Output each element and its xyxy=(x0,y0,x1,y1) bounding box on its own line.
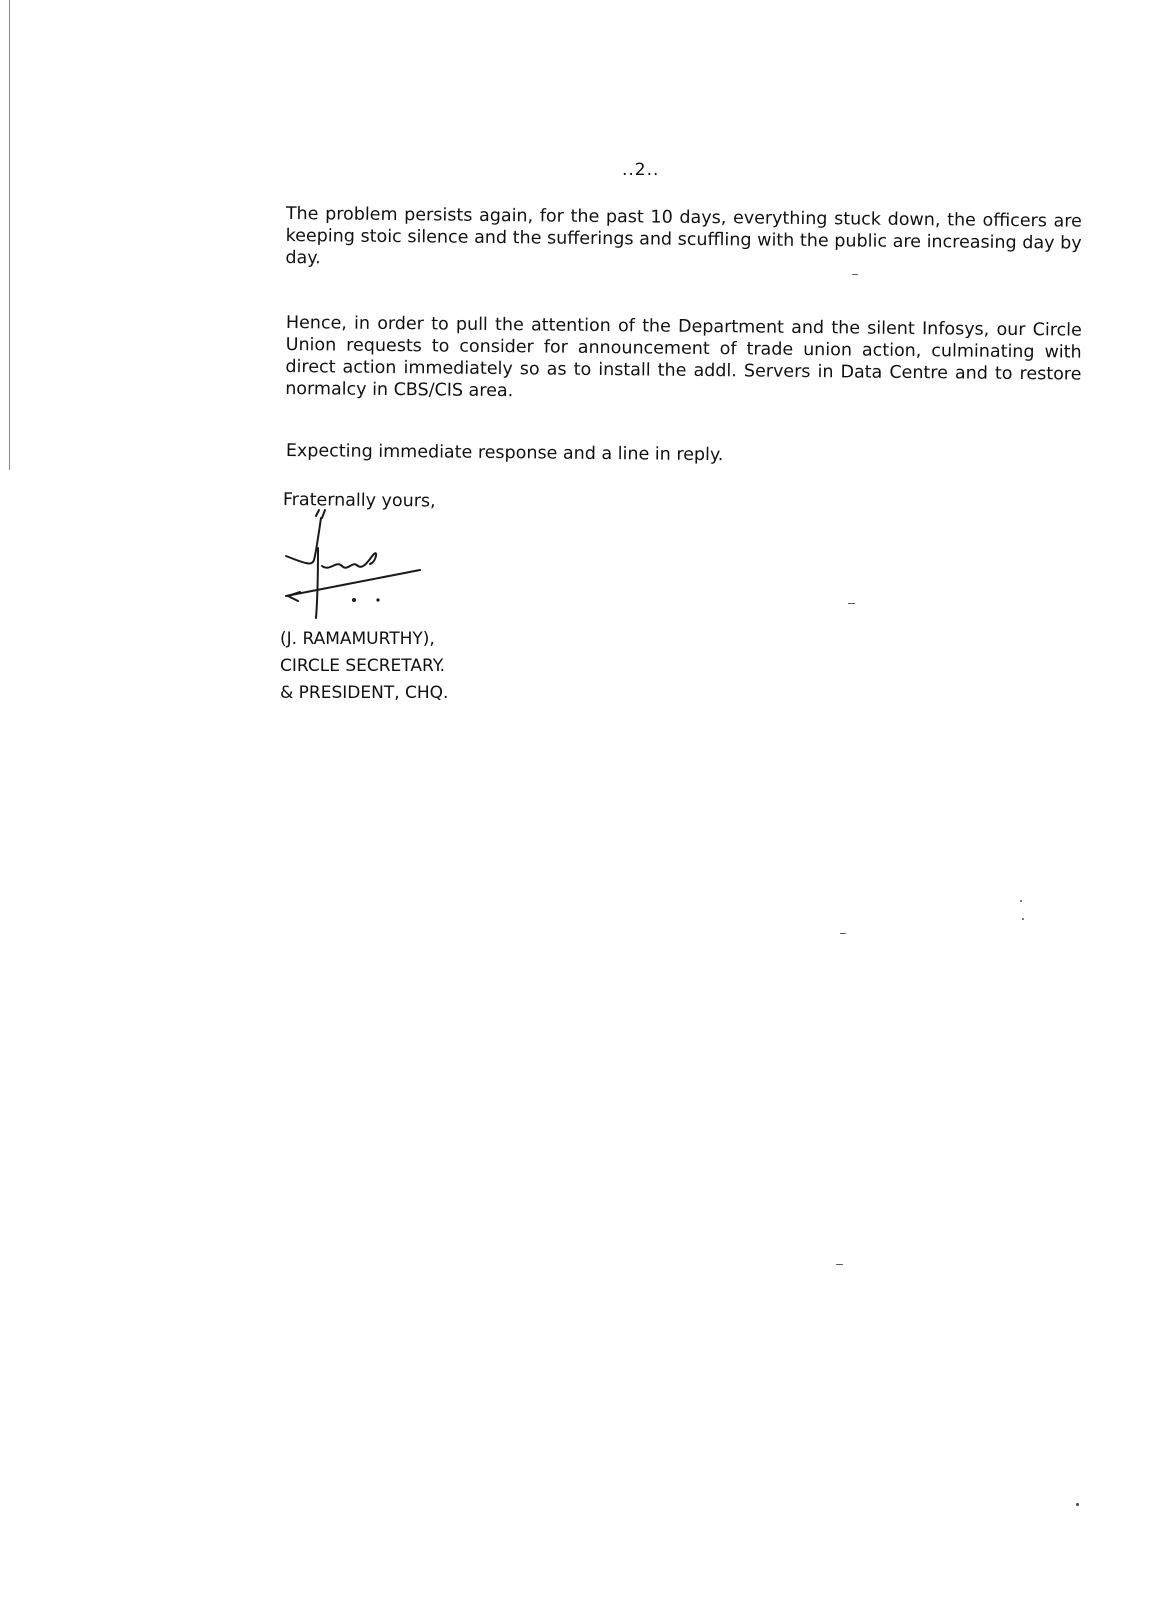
scan-speck xyxy=(848,603,855,604)
scan-speck xyxy=(1022,918,1024,920)
signature-block xyxy=(280,626,448,707)
signatory-title: CIRCLE SECRETARY. xyxy=(280,656,446,676)
page-number: ..2.. xyxy=(622,160,660,180)
letter-paragraph-2: Hence, in order to pull the attention of the Department and the silent Infosys, our Circle Union requests to consider for announcement of trade union action, culminating with direct action immediately so as to install the addl. Servers in Data Centre and to restore normalcy in CBS/CIS area. xyxy=(285,312,1082,402)
scan-speck xyxy=(852,274,858,275)
scan-speck xyxy=(836,1264,843,1265)
signatory-name: (J. RAMAMURTHY), xyxy=(280,629,435,649)
scan-speck xyxy=(1076,1503,1079,1506)
closing-salutation: Fraternally yours, xyxy=(282,490,436,512)
scan-speck xyxy=(840,933,846,934)
letter-paragraph-1: The problem persists again, for the past 10 days, everything stuck down, the officers are keeping stoic silence and the sufferings and scuffling with the public are increasing day by day. xyxy=(285,203,1082,269)
signatory-title-2: & PRESIDENT, CHQ. xyxy=(280,683,449,703)
scan-speck xyxy=(1020,900,1022,902)
scan-edge-line xyxy=(9,0,10,470)
handwritten-signature xyxy=(278,508,428,623)
letter-paragraph-3: Expecting immediate response and a line in reply. xyxy=(285,440,724,466)
